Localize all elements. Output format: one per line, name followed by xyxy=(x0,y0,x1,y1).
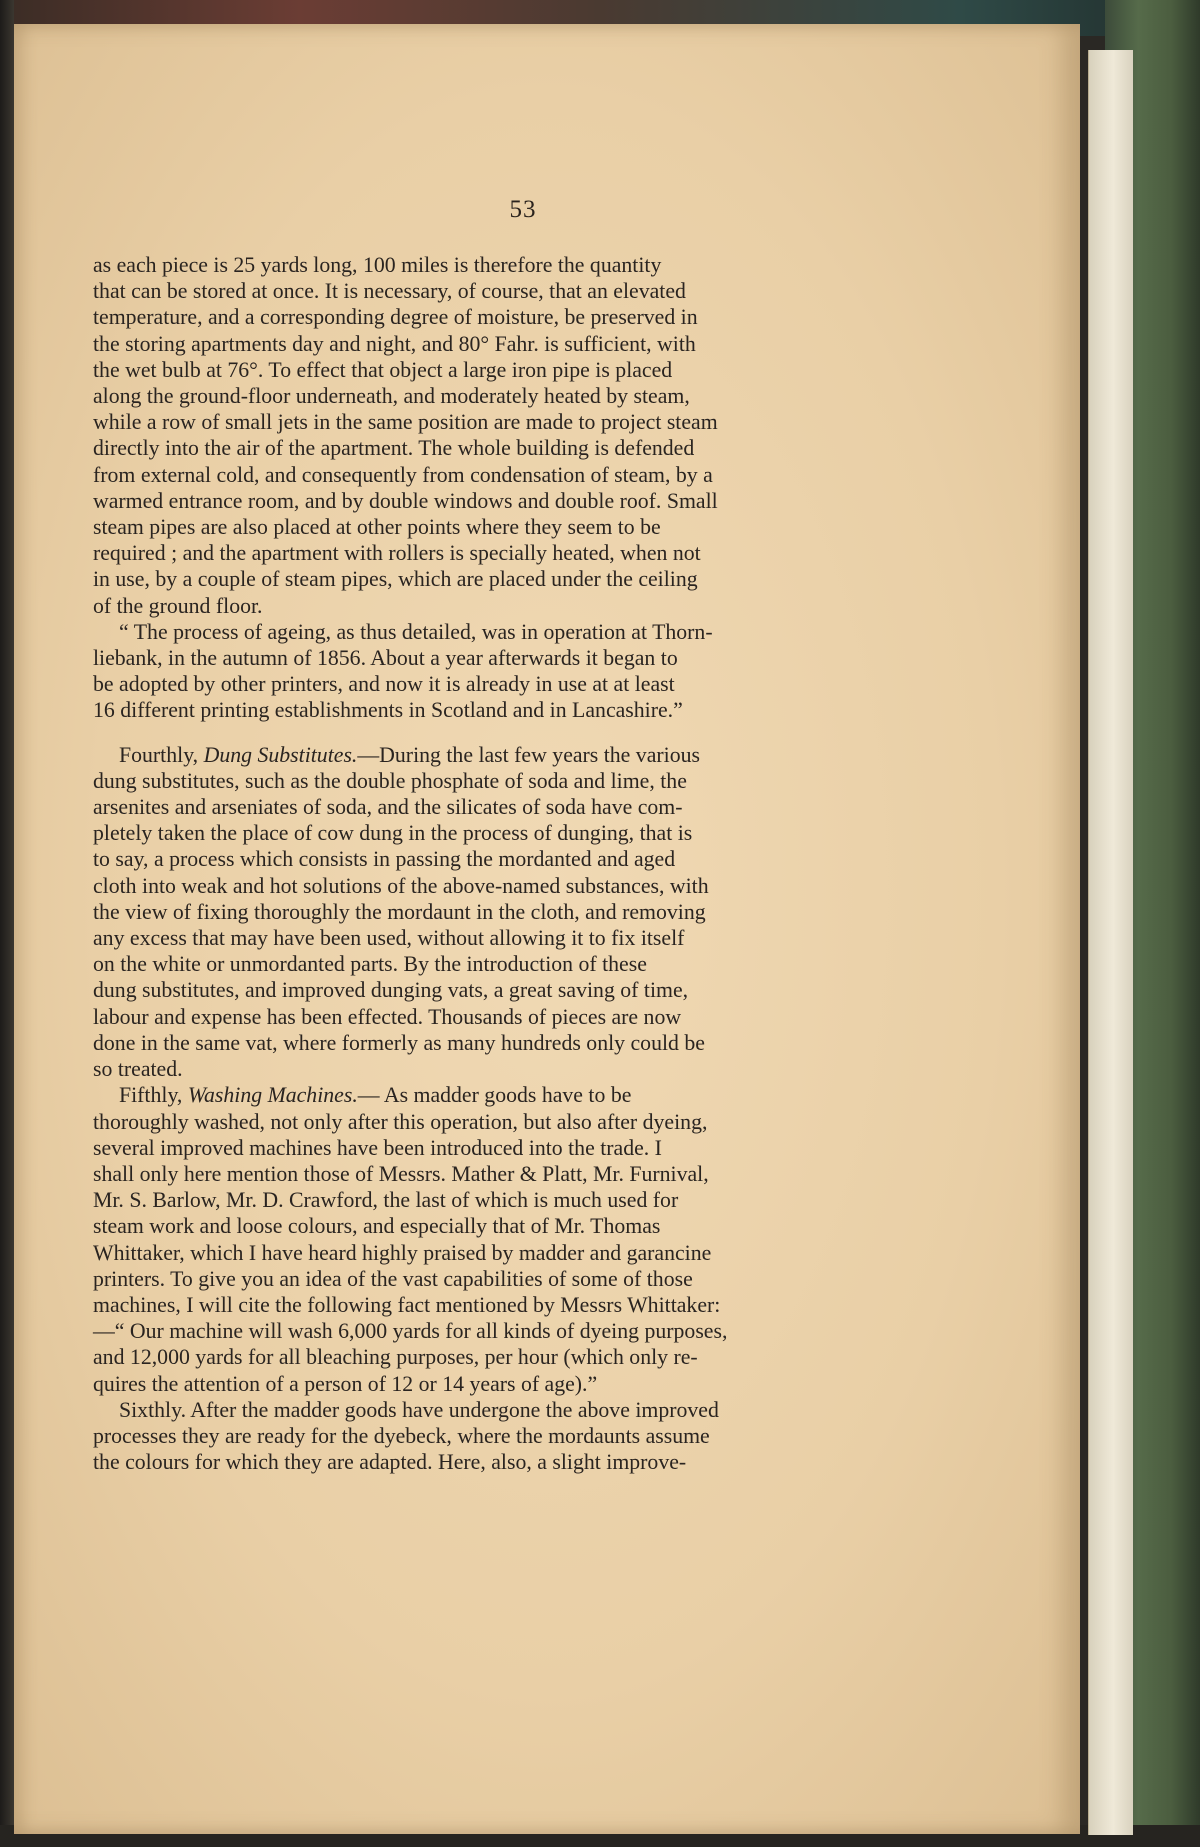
text-line: done in the same vat, where formerly as many hundreds only could be xyxy=(93,1030,705,1055)
paragraph-washing-machines xyxy=(93,1082,945,1396)
text-line: along the ground-floor underneath, and moderately heated by steam, xyxy=(93,384,690,409)
text-line: on the white or unmordanted parts. By the introduction of these xyxy=(93,952,647,977)
text-line: —“ Our machine will wash 6,000 yards for all kinds of dyeing purposes, xyxy=(93,1319,728,1344)
text-line: that can be stored at once. It is necessary, of course, that an elevated xyxy=(93,279,686,304)
page-body xyxy=(93,252,945,1475)
paragraph-storage xyxy=(93,252,945,619)
text-line: 16 different printing establishments in Scotland and in Lancashire.” xyxy=(93,698,683,723)
text-line: liebank, in the autumn of 1856. About a year afterwards it began to xyxy=(93,646,678,671)
text-line: to say, a process which consists in passing the mordanted and aged xyxy=(93,847,676,872)
text-line: dung substitutes, such as the double phosphate of soda and lime, the xyxy=(93,768,687,793)
text-line: cloth into weak and hot solutions of the above-named substances, with xyxy=(93,873,709,898)
endpaper xyxy=(1088,50,1133,1835)
text-line: “ The process of ageing, as thus detailed, was in operation at Thorn- xyxy=(119,619,713,644)
text-line: directly into the air of the apartment. The whole building is defended xyxy=(93,436,695,461)
text-line: pletely taken the place of cow dung in the process of dunging, that is xyxy=(93,821,693,846)
text-line: in use, by a couple of steam pipes, which are placed under the ceiling xyxy=(93,567,698,592)
text-line: several improved machines have been introduced into the trade. I xyxy=(93,1135,662,1160)
text-line: Sixthly. After the madder goods have undergone the above improved xyxy=(119,1397,719,1422)
paragraph-lead: Fourthly, xyxy=(119,742,204,767)
paragraph-lead: Fifthly, xyxy=(119,1083,188,1108)
text-line: the colours for which they are adapted. Here, also, a slight improve- xyxy=(93,1450,687,1475)
text-line: and 12,000 yards for all bleaching purposes, per hour (which only re- xyxy=(93,1345,698,1370)
text-line: Mr. S. Barlow, Mr. D. Crawford, the last of which is much used for xyxy=(93,1188,679,1213)
paragraph-ageing-quote xyxy=(93,619,945,724)
paragraph-sixthly xyxy=(93,1397,945,1476)
text-line: the storing apartments day and night, and 80° Fahr. is sufficient, with xyxy=(93,331,696,356)
text-line: steam work and loose colours, and especially that of Mr. Thomas xyxy=(93,1214,661,1239)
text-line: printers. To give you an idea of the vast capabilities of some of those xyxy=(93,1266,693,1291)
text-line: dung substitutes, and improved dunging vats, a great saving of time, xyxy=(93,978,689,1003)
text-line: the wet bulb at 76°. To effect that object a large iron pipe is placed xyxy=(93,357,673,382)
text-line: thoroughly washed, not only after this operation, but also after dyeing, xyxy=(93,1109,708,1134)
text-line: required ; and the apartment with rollers is specially heated, when not xyxy=(93,541,701,566)
section-heading-italic: Washing Machines. xyxy=(187,1083,358,1108)
text-line: arsenites and arseniates of soda, and the silicates of soda have com- xyxy=(93,795,683,820)
text-line: labour and expense has been effected. Thousands of pieces are now xyxy=(93,1004,682,1029)
text-line: while a row of small jets in the same position are made to project steam xyxy=(93,410,718,435)
page-number: 53 xyxy=(509,196,537,223)
paragraph-dung-substitutes xyxy=(93,742,945,1083)
text-line: of the ground floor. xyxy=(93,593,263,618)
text-line: any excess that may have been used, without allowing it to fix itself xyxy=(93,926,685,951)
book-page xyxy=(14,24,1080,1834)
text-line: temperature, and a corresponding degree of moisture, be preserved in xyxy=(93,305,698,330)
text-line: processes they are ready for the dyebeck, where the mordaunts assume xyxy=(93,1423,710,1448)
book-cover-left-edge xyxy=(0,0,14,1847)
text-line: be adopted by other printers, and now it is already in use at at least xyxy=(93,672,675,697)
text-line: Whittaker, which I have heard highly praised by madder and garancine xyxy=(93,1240,712,1265)
text-line: so treated. xyxy=(93,1057,183,1082)
text-line: as each piece is 25 yards long, 100 miles is therefore the quantity xyxy=(93,253,662,277)
text-line: —During the last few years the various xyxy=(357,742,700,767)
text-line: — As madder goods have to be xyxy=(357,1083,632,1108)
text-line: shall only here mention those of Messrs. Mather & Platt, Mr. Furnival, xyxy=(93,1161,709,1186)
text-line: the view of fixing thoroughly the mordaunt in the cloth, and removing xyxy=(93,899,706,924)
text-line: from external cold, and consequently from condensation of steam, by a xyxy=(93,462,713,487)
text-line: quires the attention of a person of 12 or 14 years of age).” xyxy=(93,1371,598,1396)
text-line: machines, I will cite the following fact mentioned by Messrs Whittaker: xyxy=(93,1292,721,1317)
text-line: warmed entrance room, and by double windows and double roof. Small xyxy=(93,488,718,513)
text-line: steam pipes are also placed at other points where they seem to be xyxy=(93,515,661,540)
section-heading-italic: Dung Substitutes. xyxy=(203,742,358,767)
